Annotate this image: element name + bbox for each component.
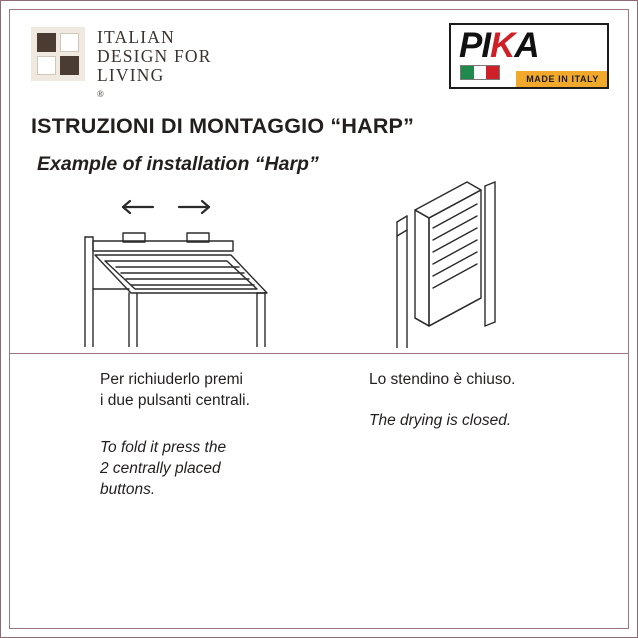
pika-logo <box>449 23 609 89</box>
logo-line-1: ITALIAN <box>97 27 175 47</box>
pika-char-k: K <box>490 26 515 65</box>
logo-square-light-1 <box>60 33 79 52</box>
italian-design-for-living-logo <box>31 27 212 104</box>
caption-left-italian-line-2: i due pulsanti centrali. <box>100 392 250 409</box>
logo-grid-icon <box>31 27 85 81</box>
drying-rack-closed-diagram <box>381 176 511 348</box>
italian-flag-icon <box>460 65 500 80</box>
caption-right-spacer <box>369 390 609 410</box>
flag-stripe-red <box>486 66 499 79</box>
pika-char-i: I <box>481 26 491 65</box>
drying-rack-folding-diagram <box>71 197 321 347</box>
pika-logo-box <box>449 23 609 89</box>
caption-left-english-line-3: buttons. <box>100 481 156 498</box>
logo-text <box>97 27 212 104</box>
caption-left-italian-line-1: Per richiuderlo premi <box>100 371 243 388</box>
horizontal-divider <box>10 353 628 354</box>
caption-left-english-line-2: 2 centrally placed <box>100 460 221 477</box>
made-in-italy-badge: MADE IN ITALY <box>516 71 607 87</box>
logo-square-light-2 <box>37 56 56 75</box>
logo-square-dark-2 <box>60 56 79 75</box>
caption-left-spacer <box>100 411 330 437</box>
flag-stripe-white <box>474 66 487 79</box>
caption-left-italian <box>100 369 330 411</box>
registered-mark: ® <box>97 89 104 99</box>
pika-char-a: A <box>514 26 539 65</box>
header <box>31 23 609 101</box>
logo-line-3-wrap <box>97 66 212 104</box>
caption-left-english-line-1: To fold it press the <box>100 439 227 456</box>
logo-line-2: DESIGN FOR <box>97 46 212 66</box>
flag-stripe-green <box>461 66 474 79</box>
logo-square-dark-1 <box>37 33 56 52</box>
caption-right-italian: Lo stendino è chiuso. <box>369 371 516 388</box>
page-title-italian: ISTRUZIONI DI MONTAGGIO “HARP” <box>31 114 415 138</box>
caption-column-right <box>369 369 609 431</box>
pika-wordmark <box>459 27 539 65</box>
caption-left-english <box>100 437 330 500</box>
caption-right-english: The drying is closed. <box>369 412 512 429</box>
caption-column-left <box>100 369 330 500</box>
logo-line-3: LIVING <box>97 65 165 85</box>
page-title-english: Example of installation “Harp” <box>37 153 319 175</box>
pika-char-p: P <box>459 26 482 65</box>
